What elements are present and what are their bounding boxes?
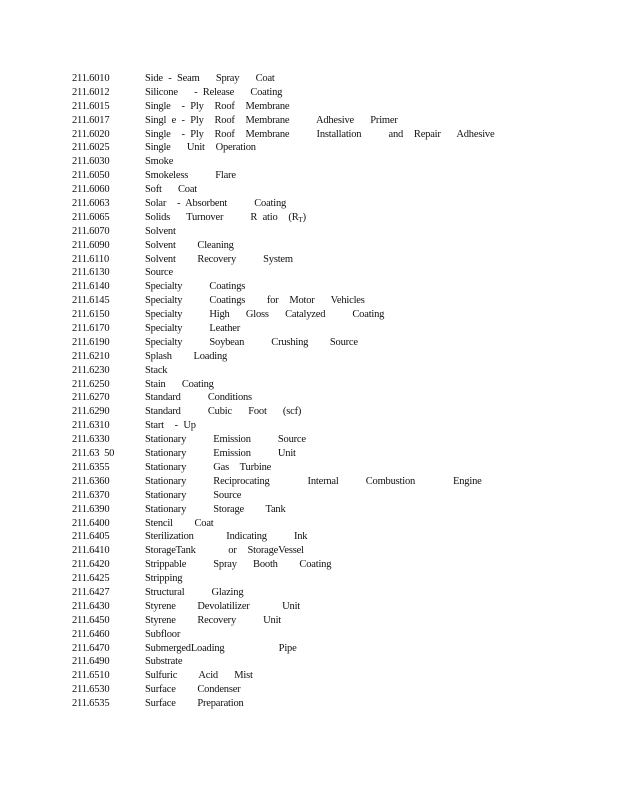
term-text: Subfloor: [145, 628, 181, 640]
section-number: 211.6270: [72, 392, 110, 404]
term-label: [145, 169, 494, 183]
term-text: Singl e - Ply Roof Membrane Adhesive Primer: [145, 114, 398, 126]
term-text: Solar - Absorbent Coating: [145, 198, 287, 210]
term-label: [145, 280, 494, 294]
section-number: 211.6110: [72, 253, 109, 265]
term-label: [145, 669, 494, 683]
section-number: 211.6063: [72, 198, 110, 210]
term-text: Solvent Cleaning: [145, 239, 234, 251]
list-item: [72, 350, 494, 364]
term-label: [145, 489, 494, 503]
term-label: [145, 517, 494, 531]
section-number: 211.6060: [72, 184, 110, 196]
section-number: 211.6010: [72, 73, 110, 84]
list-item: [72, 253, 494, 267]
term-text: Stationary Reciprocating Internal Combustion Engine: [145, 475, 482, 487]
term-label: [145, 461, 494, 475]
list-item: [72, 433, 494, 447]
section-number: 211.6050: [72, 170, 110, 182]
section-number: 211.6450: [72, 614, 110, 626]
term-label: [145, 642, 494, 656]
term-label: [145, 308, 494, 322]
section-number: 211.6290: [72, 406, 110, 418]
term-text: Specialty Coatings for Motor Vehicles: [145, 295, 365, 307]
term-label: [145, 530, 494, 544]
list-item: [72, 141, 494, 155]
list-item: [72, 239, 494, 253]
term-label: [145, 697, 494, 711]
section-number: 211.6470: [72, 642, 110, 654]
list-item: [72, 72, 494, 86]
term-label: [145, 350, 494, 364]
term-text: Specialty High Gloss Catalyzed Coating: [145, 309, 385, 321]
list-item: [72, 572, 494, 586]
term-label: [145, 141, 494, 155]
section-number: 211.6130: [72, 267, 110, 279]
section-number: 211.6025: [72, 142, 110, 154]
list-item: [72, 308, 494, 322]
list-item: [72, 614, 494, 628]
list-item: [72, 586, 494, 600]
term-text: Sulfuric Acid Mist: [145, 670, 253, 682]
term-label: [145, 586, 494, 600]
list-item: [72, 517, 494, 531]
list-item: [72, 86, 494, 100]
list-item: [72, 405, 494, 419]
list-item: [72, 669, 494, 683]
term-label: [145, 253, 494, 267]
section-number: 211.6012: [72, 86, 110, 98]
term-label: [145, 572, 494, 586]
term-suffix: ): [302, 211, 306, 223]
section-number: 211.6355: [72, 461, 110, 473]
section-number: 211.6427: [72, 586, 110, 598]
term-text: Styrene Devolatilizer Unit: [145, 600, 300, 612]
section-number: 211.6390: [72, 503, 110, 515]
term-label: [145, 544, 494, 558]
term-label: [145, 336, 494, 350]
section-number: 211.6145: [72, 295, 110, 307]
list-item: [72, 183, 494, 197]
term-text: Specialty Soybean Crushing Source: [145, 336, 358, 348]
term-text: Single - Ply Roof Membrane: [145, 100, 290, 112]
section-number: 211.6420: [72, 559, 110, 571]
term-text: Stack: [145, 364, 168, 376]
term-text: Side - Seam Spray Coat: [145, 73, 275, 84]
term-text: Stain Coating: [145, 378, 214, 390]
list-item: [72, 364, 494, 378]
term-subscript: T: [298, 215, 303, 224]
section-number: 211.6490: [72, 656, 110, 668]
section-number: 211.6030: [72, 156, 110, 168]
section-number: 211.6190: [72, 336, 110, 348]
term-text: Sterilization Indicating Ink: [145, 531, 308, 543]
term-text: Source: [145, 267, 173, 279]
section-number: 211.6530: [72, 684, 110, 696]
section-number: 211.6150: [72, 309, 110, 321]
section-number: 211.6535: [72, 698, 110, 710]
term-label: [145, 86, 494, 100]
list-item: [72, 697, 494, 711]
list-item: [72, 642, 494, 656]
term-text: Substrate: [145, 656, 183, 668]
term-text: Start - Up: [145, 420, 196, 432]
list-item: [72, 266, 494, 280]
section-number: 211.6020: [72, 128, 110, 140]
term-label: [145, 225, 494, 239]
term-label: [145, 294, 494, 308]
term-label: [145, 183, 494, 197]
term-text: Stationary Gas Turbine: [145, 461, 272, 473]
list-item: [72, 489, 494, 503]
list-item: [72, 294, 494, 308]
list-item: [72, 225, 494, 239]
list-item: [72, 503, 494, 517]
term-text: Stationary Emission Unit: [145, 448, 296, 460]
term-label: [145, 503, 494, 517]
list-item: [72, 461, 494, 475]
term-text: Single - Ply Roof Membrane Installation and Repair Adhesive: [145, 128, 495, 140]
term-label: [145, 322, 494, 336]
term-text: Stencil Coat: [145, 517, 214, 529]
list-item: [72, 475, 494, 489]
term-label: [145, 114, 494, 128]
list-item: [72, 114, 494, 128]
term-label: [145, 433, 494, 447]
term-label: [145, 239, 494, 253]
term-label: [145, 447, 494, 461]
term-label: [145, 475, 494, 489]
term-text: StorageTank or StorageVessel: [145, 545, 304, 557]
term-text: Smoke: [145, 156, 174, 168]
list-item: [72, 544, 494, 558]
term-text: Structural Glazing: [145, 586, 244, 598]
list-item: [72, 530, 494, 544]
term-text: Strippable Spray Booth Coating: [145, 559, 332, 571]
term-label: [145, 655, 494, 669]
section-number: 211.6410: [72, 545, 110, 557]
section-number: 211.6017: [72, 114, 110, 126]
term-label: [145, 364, 494, 378]
term-label: [145, 72, 494, 86]
term-label: [145, 683, 494, 697]
term-label: [145, 155, 494, 169]
term-label: [145, 100, 494, 114]
section-number: 211.6510: [72, 670, 110, 682]
list-item: [72, 628, 494, 642]
term-label: [145, 558, 494, 572]
list-item: [72, 322, 494, 336]
term-text: Solids Turnover R atio (R: [145, 211, 299, 223]
section-number: 211.6015: [72, 100, 110, 112]
list-item: [72, 655, 494, 669]
term-text: Stripping: [145, 573, 183, 585]
term-label: [145, 378, 494, 392]
term-label: [145, 600, 494, 614]
term-label: [145, 405, 494, 419]
section-number: 211.6140: [72, 281, 110, 293]
list-item: [72, 169, 494, 183]
section-number: 211.6400: [72, 517, 110, 529]
section-number: 211.6090: [72, 239, 110, 251]
term-text: Solvent: [145, 225, 176, 237]
list-item: [72, 600, 494, 614]
term-text: Stationary Emission Source: [145, 434, 306, 446]
term-label: [145, 628, 494, 642]
list-item: [72, 100, 494, 114]
list-item: [72, 211, 494, 225]
section-number: 211.6230: [72, 364, 110, 376]
section-number: 211.6405: [72, 531, 110, 543]
term-label: [145, 614, 494, 628]
section-number: 211.6170: [72, 323, 110, 335]
term-text: Smokeless Flare: [145, 170, 236, 182]
term-text: Specialty Coatings: [145, 281, 246, 293]
term-text: Surface Preparation: [145, 698, 244, 710]
term-text: Single Unit Operation: [145, 142, 256, 154]
section-number: 211.6310: [72, 420, 110, 432]
section-number: 211.6430: [72, 600, 110, 612]
section-number: 211.6065: [72, 211, 110, 223]
list-item: [72, 155, 494, 169]
section-number: 211.6425: [72, 573, 110, 585]
section-number: 211.6360: [72, 475, 110, 487]
term-text: Stationary Storage Tank: [145, 503, 286, 515]
term-text: SubmergedLoading Pipe: [145, 642, 297, 654]
term-text: Standard Cubic Foot (scf): [145, 406, 302, 418]
term-text: Stationary Source: [145, 489, 242, 501]
list-item: [72, 419, 494, 433]
list-item: [72, 280, 494, 294]
section-number: 211.6070: [72, 225, 110, 237]
term-label: [145, 391, 494, 405]
list-item: [72, 336, 494, 350]
section-number: 211.6370: [72, 489, 110, 501]
section-number: 211.63 50: [72, 448, 115, 460]
section-number: 211.6250: [72, 378, 110, 390]
list-item: [72, 197, 494, 211]
term-text: Splash Loading: [145, 350, 228, 362]
section-number: 211.6330: [72, 434, 110, 446]
term-text: Solvent Recovery System: [145, 253, 293, 265]
term-text: Silicone - Release Coating: [145, 86, 283, 98]
term-text: Surface Condenser: [145, 684, 241, 696]
term-label: [145, 128, 494, 142]
section-number: 211.6460: [72, 628, 110, 640]
term-text: Specialty Leather: [145, 323, 241, 335]
list-item: [72, 558, 494, 572]
list-item: [72, 683, 494, 697]
term-text: Standard Conditions: [145, 392, 252, 404]
term-label: [145, 211, 494, 225]
definitions-index-list: [72, 72, 494, 711]
list-item: [72, 378, 494, 392]
term-text: Soft Coat: [145, 184, 198, 196]
term-label: [145, 266, 494, 280]
list-item: [72, 447, 494, 461]
section-number: 211.6210: [72, 350, 110, 362]
term-label: [145, 197, 494, 211]
term-text: Styrene Recovery Unit: [145, 614, 281, 626]
term-label: [145, 419, 494, 433]
list-item: [72, 128, 494, 142]
list-item: [72, 391, 494, 405]
